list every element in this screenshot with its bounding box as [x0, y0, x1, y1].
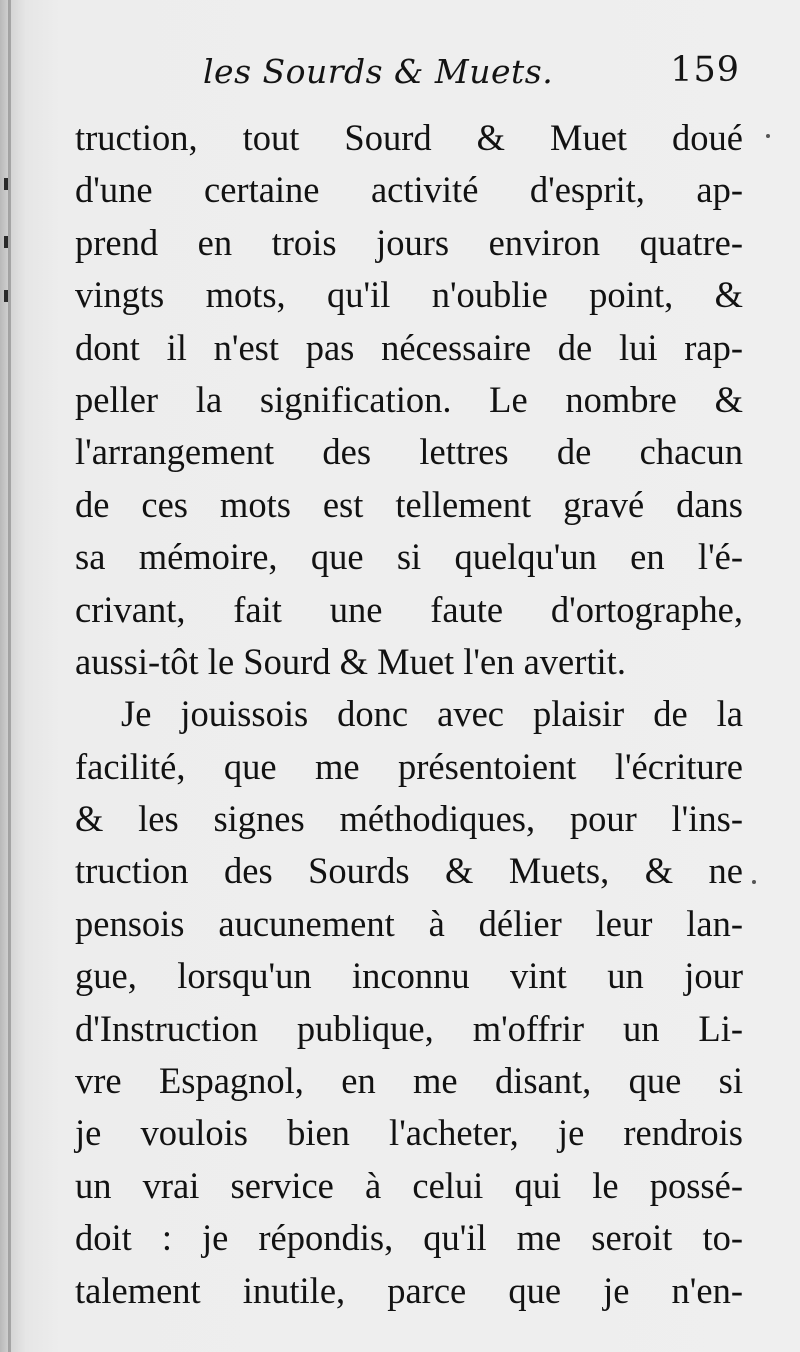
running-title: les Sourds & Muets. — [203, 52, 554, 91]
text-line: crivant, fait une faute d'ortographe, — [75, 588, 743, 630]
text-line: gue, lorsqu'un inconnu vint un jour — [75, 955, 743, 997]
text-line: prend en trois jours environ quatre- — [75, 221, 743, 263]
text-line: vre Espagnol, en me disant, que si — [75, 1060, 743, 1102]
text-line: facilité, que me présentoient l'écriture — [75, 745, 743, 787]
text-line: talement inutile, parce que je n'en- — [75, 1269, 743, 1311]
text-line: un vrai service à celui qui le possé- — [75, 1164, 743, 1206]
text-line: pensois aucunement à délier leur lan- — [75, 902, 743, 944]
text-line: doit : je répondis, qu'il me seroit to- — [75, 1217, 743, 1259]
text-line: d'une certaine activité d'esprit, ap- — [75, 169, 743, 211]
running-head — [75, 46, 740, 106]
text-line: sa mémoire, que si quelqu'un en l'é- — [75, 536, 743, 578]
ink-speck — [766, 134, 770, 138]
text-line: vingts mots, qu'il n'oublie point, & — [75, 274, 743, 316]
text-line: peller la signification. Le nombre & — [75, 378, 743, 420]
paragraph-start-line: Je jouissois donc avec plaisir de la — [121, 693, 743, 735]
text-line: de ces mots est tellement gravé dans — [75, 483, 743, 525]
text-line: l'arrangement des lettres de chacun — [75, 431, 743, 473]
text-line: & les signes méthodiques, pour l'ins- — [75, 798, 743, 840]
text-line: je voulois bien l'acheter, je rendrois — [75, 1112, 743, 1154]
ink-speck — [752, 880, 756, 884]
margin-mark — [4, 290, 8, 302]
page-number: 159 — [670, 50, 740, 90]
margin-mark — [4, 236, 8, 248]
binding-gutter — [8, 0, 11, 1352]
text-line: d'Instruction publique, m'offrir un Li- — [75, 1007, 743, 1049]
body-text — [75, 112, 743, 1317]
text-line: dont il n'est pas nécessaire de lui rap- — [75, 326, 743, 368]
paragraph-end-line: aussi-tôt le Sourd & Muet l'en avertit. — [75, 640, 626, 682]
text-line: truction, tout Sourd & Muet doué — [75, 117, 743, 158]
margin-mark — [4, 178, 8, 190]
text-line: truction des Sourds & Muets, & ne — [75, 850, 743, 892]
